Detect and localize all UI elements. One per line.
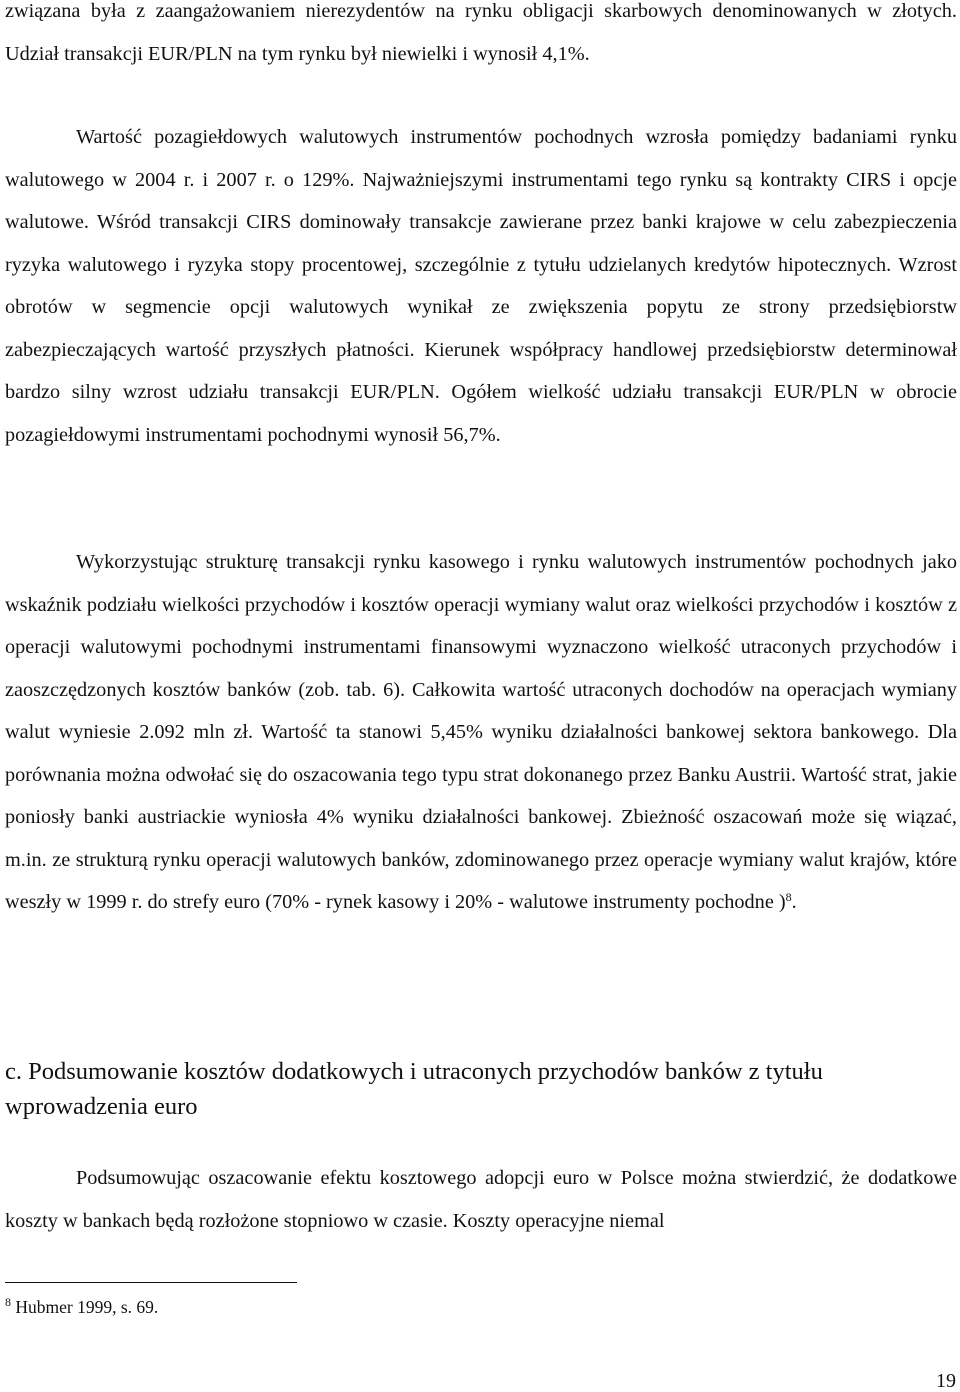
footnote-reference[interactable]: 8 [785,890,792,904]
footnote-divider [5,1282,297,1283]
paragraph-3-end: . [791,891,797,913]
paragraph-4: Podsumowując oszacowanie efektu kosztowego adopcji euro w Polsce można stwierdzić, że dodatkowe koszty w bankach będą rozłożone stopniowo w czasie. Koszty operacyjne niemal [5,1167,957,1232]
paragraph-1: związana była z zaangażowaniem nierezydentów na rynku obligacji skarbowych denominowanych w złotych. Udział transakcji EUR/PLN na tym rynku był niewielki i wynosił 4,1%. [5,0,957,65]
paragraph-3-text: Wykorzystując strukturę transakcji rynku kasowego i rynku walutowych instrumentów pochodnych jako wskaźnik podziału wielkości przychodów i kosztów operacji wymiany walut oraz wielkości przychodów i kosztów z operacji walutowymi pochodnymi instrumentami finansowymi wyznaczono wielkość utraconych przychodów i zaoszczędzonych kosztów banków (zob. tab. 6). Całkowita wartość utraconych dochodów na operacjach wymiany walut wyniesie 2.092 mln zł. Wartość ta stanowi 5,45% wyniku działalności bankowej sektora bankowego. Dla porównania można odwołać się do oszacowania tego typu strat dokonanego przez Banku Austrii. Wartość strat, jakie poniosły banki austriackie wyniosła 4% wyniku działalności bankowej. Zbieżność oszacowań może się wiązać, m.in. ze strukturą rynku operacji walutowych banków, zdominowanego przez operacje wymiany walut krajów, które weszły w 1999 r. do strefy euro (70% - rynek kasowy i 20% - walutowe instrumenty pochodne ) [5,551,957,913]
paragraph-3 [5,541,957,924]
footnote [5,1296,158,1318]
paragraph-2: Wartość pozagiełdowych walutowych instrumentów pochodnych wzrosła pomiędzy badaniami rynku walutowego w 2004 r. i 2007 r. o 129%. Najważniejszymi instrumentami tego rynku są kontrakty CIRS i opcje walutowe. Wśród transakcji CIRS dominowały transakcje zawierane przez banki krajowe w celu zabezpieczenia ryzyka walutowego i ryzyka stopy procentowej, szczególnie z tytułu udzielanych kredytów hipotecznych. Wzrost obrotów w segmencie opcji walutowych wynikał ze zwiększenia popytu ze strony przedsiębiorstw zabezpieczających wartość przyszłych płatności. Kierunek współpracy handlowej przedsiębiorstw determinował bardzo silny wzrost udziału transakcji EUR/PLN. Ogółem wielkość udziału transakcji EUR/PLN w obrocie pozagiełdowymi instrumentami pochodnymi wynosił 56,7%. [5,126,957,446]
section-heading: c. Podsumowanie kosztów dodatkowych i utraconych przychodów banków z tytułu wprowadzenia euro [5,1058,823,1120]
page-number: 19 [936,1370,956,1392]
footnote-number: 8 [5,1295,11,1309]
footnote-text: Hubmer 1999, s. 69. [11,1297,159,1317]
